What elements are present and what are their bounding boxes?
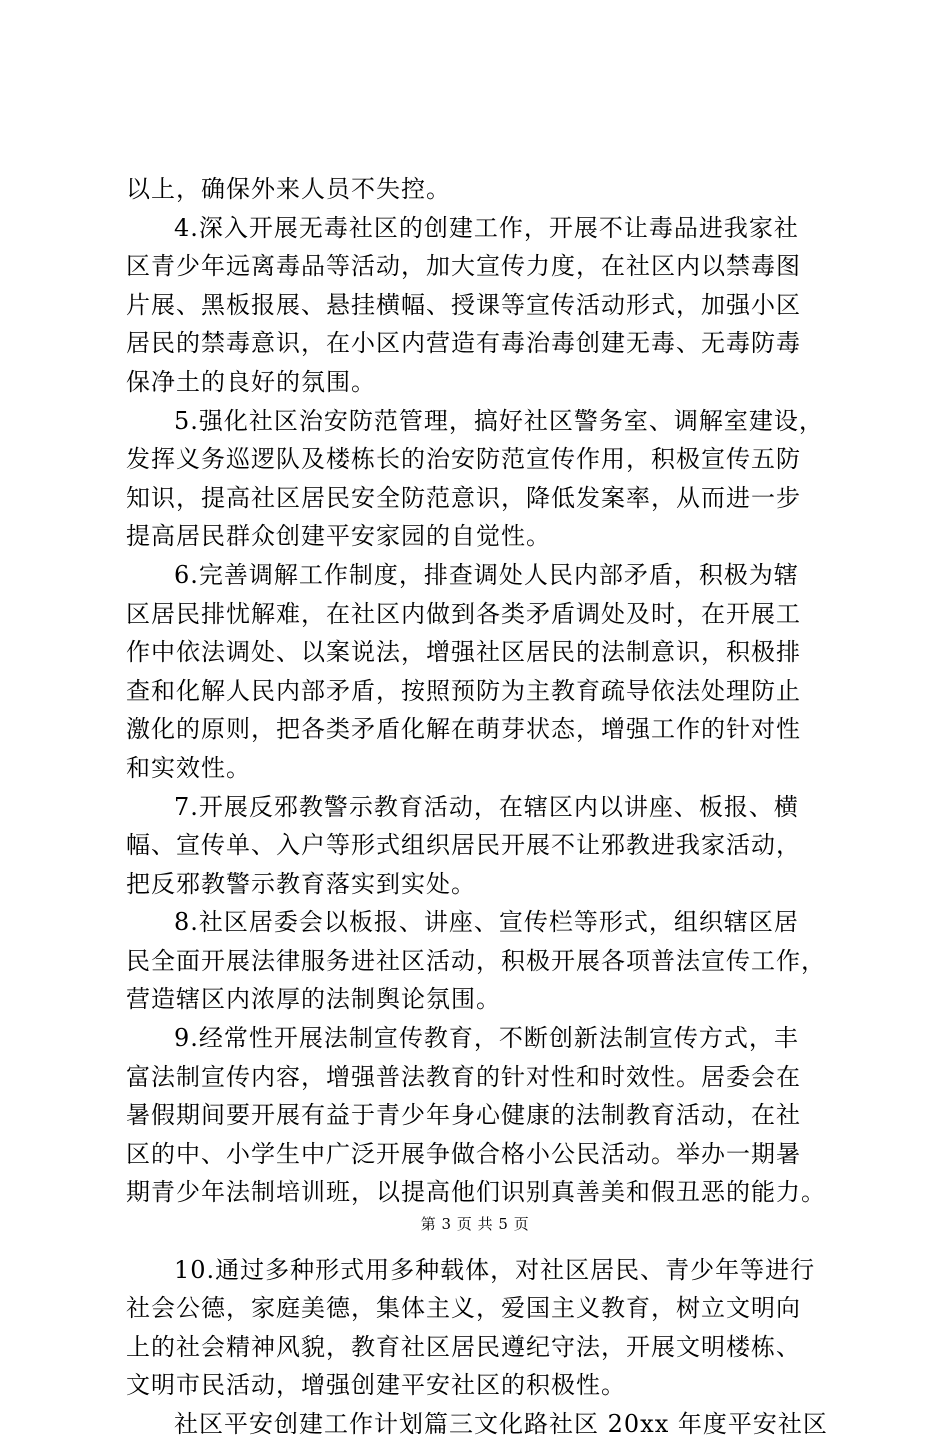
text-line: 作中依法调处、以案说法，增强社区居民的法制意识，积极排 <box>126 638 801 667</box>
text-line: 激化的原则，把各类矛盾化解在萌芽状态，增强工作的针对性 <box>126 715 801 744</box>
text-line: 暑假期间要开展有益于青少年身心健康的法制教育活动，在社 <box>126 1101 801 1130</box>
text-line: 4.深入开展无毒社区的创建工作，开展不让毒品进我家社 <box>174 213 799 242</box>
text-line: 5.强化社区治安防范管理，搞好社区警务室、调解室建设， <box>174 406 824 435</box>
text-line: 8.社区居委会以板报、讲座、宣传栏等形式，组织辖区居 <box>174 908 799 937</box>
text-line: 把反邪教警示教育落实到实处。 <box>126 869 476 898</box>
text-line: 10.通过多种形式用多种载体，对社区居民、青少年等进行 <box>174 1255 816 1284</box>
text-line: 幅、宣传单、入户等形式组织居民开展不让邪教进我家活动， <box>126 831 801 860</box>
text-line: 期青少年法制培训班，以提高他们识别真善美和假丑恶的能力。 <box>126 1178 826 1207</box>
text-line: 富法制宣传内容，增强普法教育的针对性和时效性。居委会在 <box>126 1062 801 1091</box>
body-text <box>126 170 846 1444</box>
text-line: 7.开展反邪教警示教育活动，在辖区内以讲座、板报、横 <box>174 792 799 821</box>
text-line: 片展、黑板报展、悬挂横幅、授课等宣传活动形式，加强小区 <box>126 290 801 319</box>
text-line: 文明市民活动，增强创建平安社区的积极性。 <box>126 1371 626 1400</box>
text-line: 查和化解人民内部矛盾，按照预防为主教育疏导依法处理防止 <box>126 676 801 705</box>
text-line: 社会公德，家庭美德，集体主义，爱国主义教育，树立文明向 <box>126 1294 801 1323</box>
text-line: 提高居民群众创建平安家园的自觉性。 <box>126 522 551 551</box>
text-line: 以上，确保外来人员不失控。 <box>126 175 451 203</box>
text-line: 社区平安创建工作计划篇三文化路社区 20xx 年度平安社区 <box>174 1410 828 1438</box>
text-line: 保净土的良好的氛围。 <box>126 367 376 396</box>
text-line: 和实效性。 <box>126 753 251 782</box>
text-line: 9.经常性开展法制宣传教育，不断创新法制宣传方式，丰 <box>174 1024 799 1053</box>
text-line: 区青少年远离毒品等活动，加大宣传力度，在社区内以禁毒图 <box>126 252 801 281</box>
text-line: 区居民排忧解难，在社区内做到各类矛盾调处及时，在开展工 <box>126 599 801 628</box>
text-line: 营造辖区内浓厚的法制舆论氛围。 <box>126 985 501 1014</box>
text-line: 发挥义务巡逻队及楼栋长的治安防范宣传作用，积极宣传五防 <box>126 445 801 474</box>
text-line: 区的中、小学生中广泛开展争做合格小公民活动。举办一期暑 <box>126 1139 801 1168</box>
text-line: 上的社会精神风貌，教育社区居民遵纪守法，开展文明楼栋、 <box>126 1332 801 1361</box>
page-footer: 第 3 页 共 5 页 <box>420 1215 530 1233</box>
text-line: 6.完善调解工作制度，排查调处人民内部矛盾，积极为辖 <box>174 560 799 589</box>
text-line: 居民的禁毒意识，在小区内营造有毒治毒创建无毒、无毒防毒 <box>126 329 801 358</box>
text-line: 知识，提高社区居民安全防范意识，降低发案率，从而进一步 <box>126 483 801 512</box>
text-line: 民全面开展法律服务进社区活动，积极开展各项普法宣传工作， <box>126 946 826 975</box>
